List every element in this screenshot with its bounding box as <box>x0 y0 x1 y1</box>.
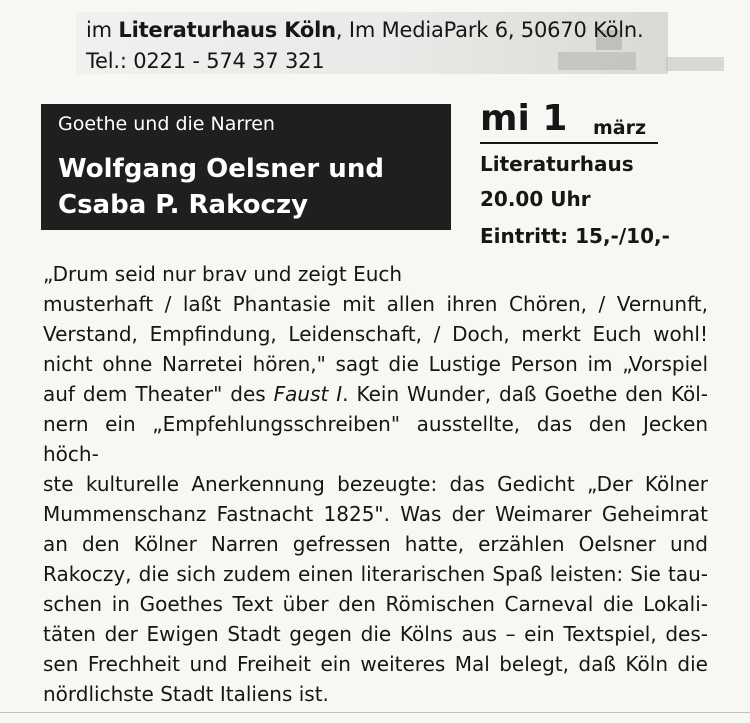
venue-phone: Tel.: 0221 - 574 37 321 <box>86 49 325 73</box>
event-time: 20.00 Uhr <box>480 187 591 211</box>
body-text-span: auf dem Theater" des <box>43 382 274 406</box>
event-title-line: Wolfgang Oelsner und <box>58 154 384 184</box>
body-line: nördlichste Stadt Italiens ist. <box>43 682 329 706</box>
body-line: musterhaft / laßt Phantasie mit allen ihren Chören, / Vernunft, <box>43 292 708 316</box>
event-location: Literaturhaus <box>480 152 634 176</box>
body-line: Rakoczy, die sich zudem einen literarischen Spaß leisten: Sie tau- <box>43 562 708 586</box>
venue-name: Literaturhaus Köln <box>118 18 336 42</box>
venue-prefix: im <box>86 18 112 42</box>
body-text-span: . Kein Wunder, daß Goethe den Köl- <box>342 382 708 406</box>
event-headline <box>58 151 384 223</box>
event-title-line: Csaba P. Rakoczy <box>58 190 309 220</box>
scan-smudge <box>666 57 724 71</box>
body-line: an den Kölner Narren gefressen hatte, erzählen Oelsner und <box>43 532 708 556</box>
body-line: „Drum seid nur brav und zeigt Euch <box>43 262 403 286</box>
body-line: sen Frechheit und Freiheit ein weiteres Mal belegt, daß Köln die <box>43 652 708 676</box>
body-line: Mummenschanz Fastnacht 1825". Was der Weimarer Geheimrat <box>43 502 708 526</box>
body-line: Verstand, Empfindung, Leidenschaft, / Doch, merkt Euch wohl! <box>43 322 708 346</box>
scan-smudge <box>558 52 636 70</box>
body-line: nern ein „Empfehlungsschreiben" ausstellte, das den Jecken höch- <box>43 412 708 466</box>
article-body <box>43 259 708 709</box>
venue-address-line <box>86 18 643 42</box>
event-kicker: Goethe und die Narren <box>58 113 275 135</box>
work-title: Faust I <box>273 382 343 406</box>
event-month: märz <box>593 117 647 139</box>
body-line: schen in Goethes Text über den Römischen Carneval die Lokali- <box>43 592 708 616</box>
body-line <box>43 379 708 409</box>
body-line: ste kulturelle Anerkennung bezeugte: das Gedicht „Der Kölner <box>43 472 708 496</box>
event-title-box <box>41 104 451 230</box>
venue-header <box>76 12 668 74</box>
date-line <box>480 98 658 144</box>
event-price: Eintritt: 15,-/10,- <box>480 224 670 248</box>
venue-address: , Im MediaPark 6, 50670 Köln. <box>335 18 644 42</box>
body-line: nicht ohne Narretei hören," sagt die Lustige Person im „Vorspiel <box>43 352 708 376</box>
event-day: mi 1 <box>480 98 568 139</box>
body-line: täten der Ewigen Stadt gegen die Kölns aus – ein Textspiel, des- <box>43 622 708 646</box>
bottom-rule <box>0 712 750 713</box>
